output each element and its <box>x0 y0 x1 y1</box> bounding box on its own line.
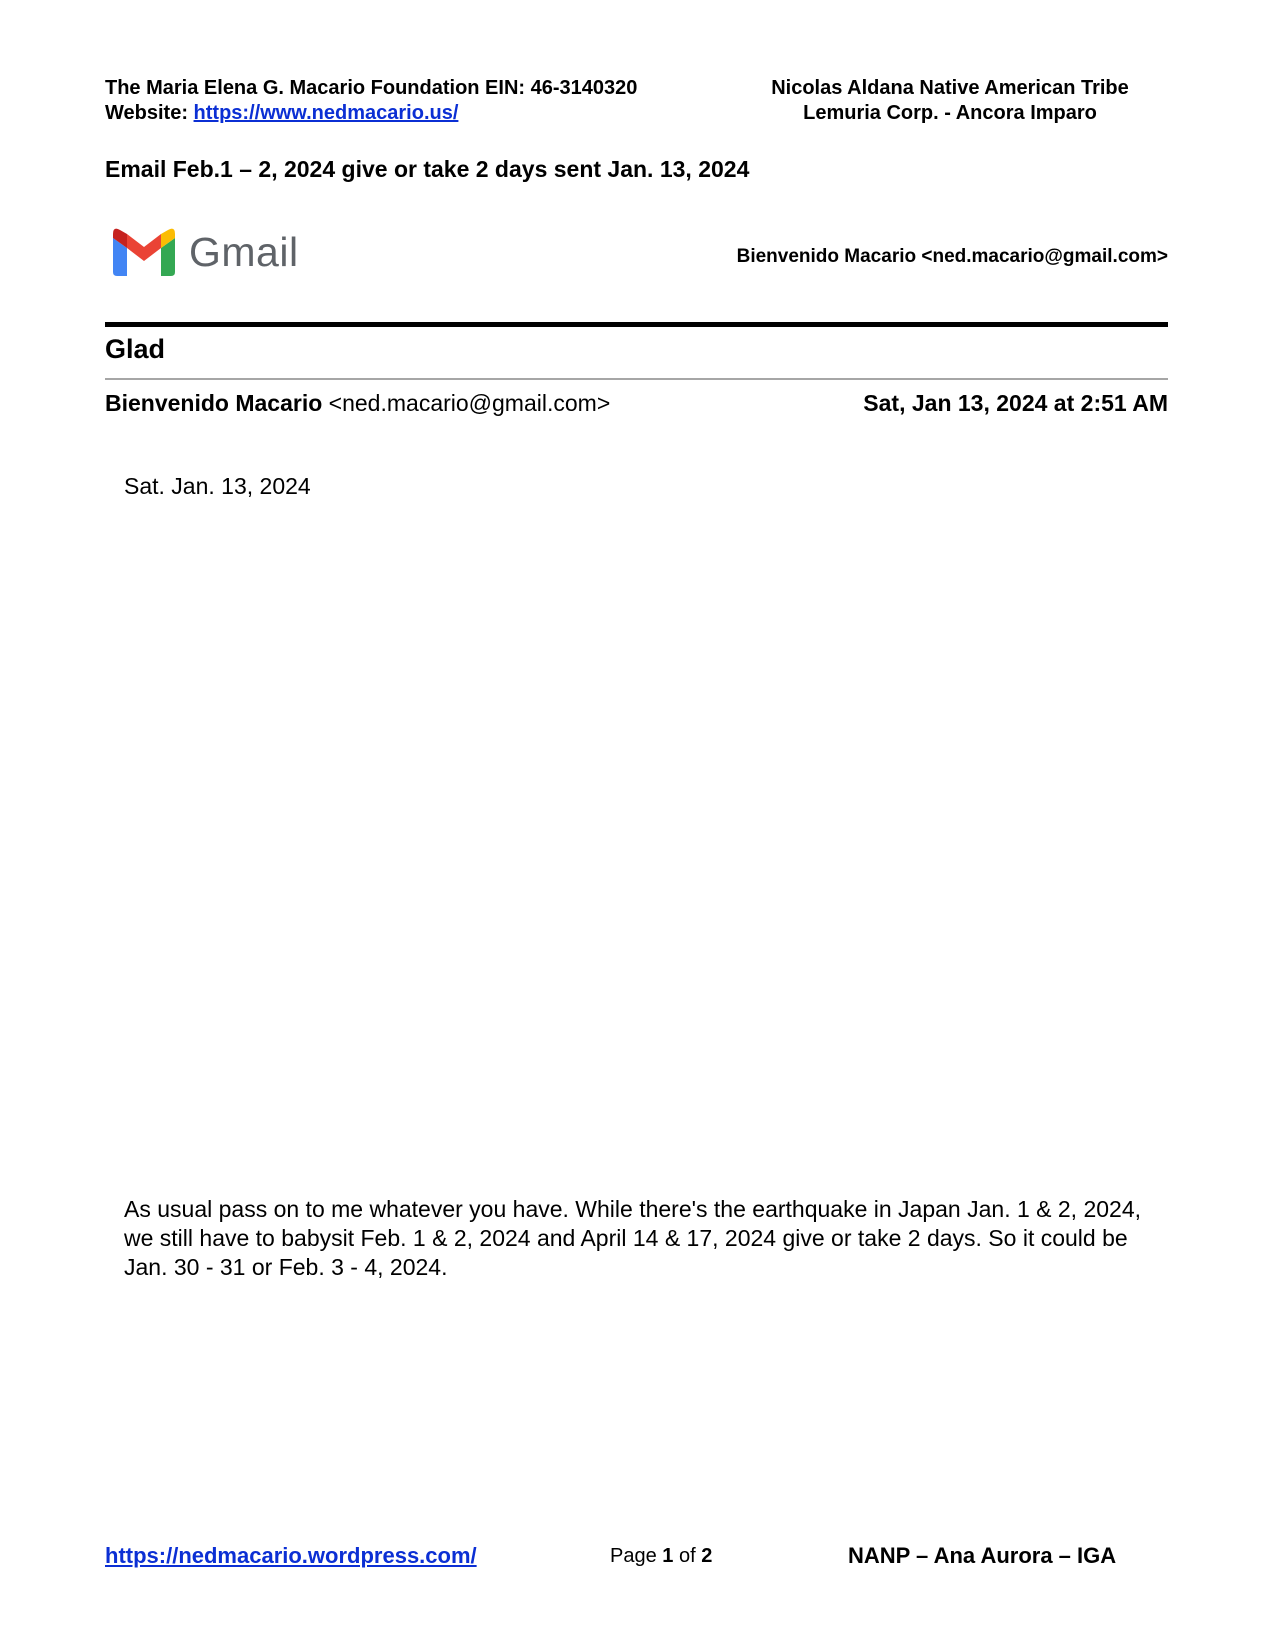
gmail-logo <box>113 228 299 276</box>
footer-right-text: NANP – Ana Aurora – IGA <box>848 1543 1117 1568</box>
letterhead-left <box>105 76 637 126</box>
gmail-m-icon <box>113 228 175 276</box>
account-header: Bienvenido Macario <ned.macario@gmail.com> <box>736 246 1168 267</box>
letterhead-right <box>740 76 1160 126</box>
gmail-wordmark: Gmail <box>189 228 299 275</box>
page-current: 1 <box>662 1545 674 1567</box>
foundation-line: The Maria Elena G. Macario Foundation EIN: 46-3140320 <box>105 77 638 99</box>
page-of: of <box>678 1545 696 1567</box>
sender-line <box>105 390 610 417</box>
footer-link-wrap <box>105 1543 477 1569</box>
website-line <box>105 101 637 126</box>
page-total: 2 <box>701 1545 713 1567</box>
document-heading: Email Feb.1 – 2, 2024 give or take 2 days sent Jan. 13, 2024 <box>105 156 750 182</box>
footer-link[interactable]: https://nedmacario.wordpress.com/ <box>105 1543 477 1568</box>
tribe-line: Nicolas Aldana Native American Tribe <box>771 77 1129 99</box>
sent-date: Sat, Jan 13, 2024 at 2:51 AM <box>863 390 1168 416</box>
corp-line: Lemuria Corp. - Ancora Imparo <box>803 102 1097 124</box>
subject-divider <box>105 378 1168 380</box>
sender-email: <ned.macario@gmail.com> <box>328 390 611 416</box>
email-body: As usual pass on to me whatever you have. While there's the earthquake in Japan Jan. 1 & 2, 2024, we still have to babysit Feb. 1 & 2, 2024 and April 14 & 17, 2024 give or take 2 days. So it could be Jan. 30 - 31 or Feb. 3 - 4, 2024. <box>124 1196 1142 1280</box>
page-number <box>610 1545 712 1568</box>
sender-name: Bienvenido Macario <box>105 390 323 416</box>
website-link[interactable]: https://www.nedmacario.us/ <box>193 102 459 124</box>
header-divider <box>105 322 1168 327</box>
email-subject: Glad <box>105 334 166 364</box>
body-date: Sat. Jan. 13, 2024 <box>124 473 311 499</box>
website-label: Website: <box>105 102 188 124</box>
page-word: Page <box>610 1545 657 1567</box>
